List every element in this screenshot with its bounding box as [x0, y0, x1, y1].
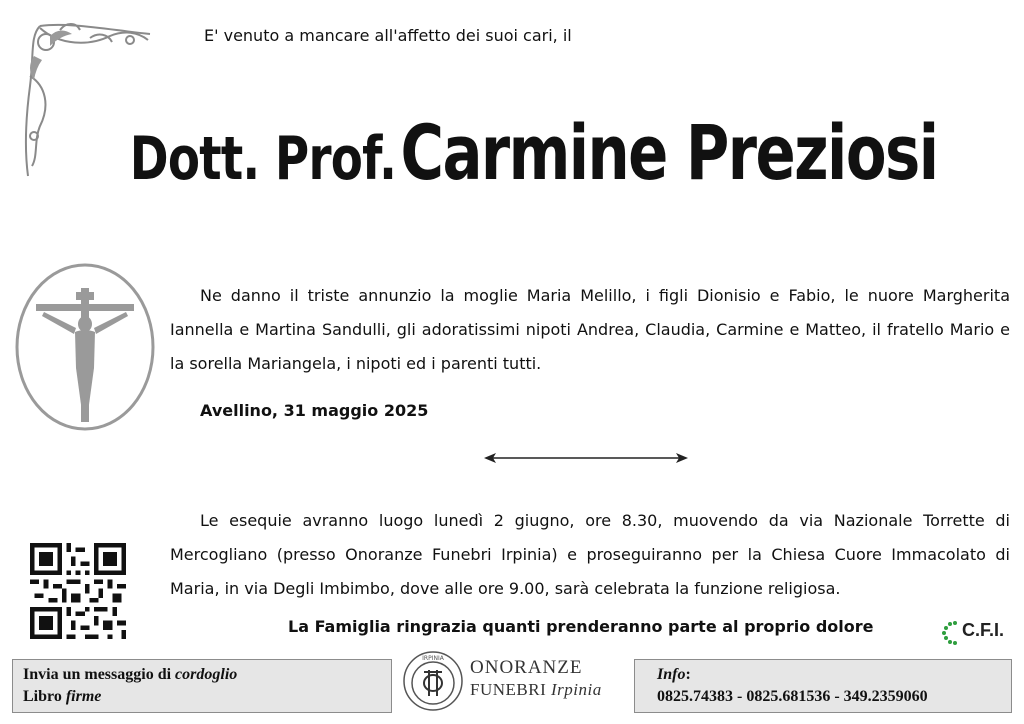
- cfi-logo: [940, 618, 1012, 652]
- info-box: [634, 659, 1012, 713]
- info-phones[interactable]: 0825.74383 - 0825.681536 - 349.2359060: [657, 688, 928, 705]
- double-arrow-divider-icon: [482, 450, 690, 466]
- family-thanks: La Famiglia ringrazia quanti prenderanno parte al proprio dolore: [288, 617, 874, 636]
- condolence-link[interactable]: Invia un messaggio di cordoglio: [23, 666, 238, 683]
- brand-line1: ONORANZE: [470, 657, 583, 678]
- intro-text: E' venuto a mancare all'affetto dei suoi cari, il: [204, 26, 572, 45]
- announcement-paragraph: Ne danno il triste annunzio la moglie Maria Melillo, i figli Dionisio e Fabio, le nuore Margherita Iannella e Martina Sandulli, gli adoratissimi nipoti Andrea, Claudia, Carmine e Matteo, il fratello Mario e la sorella Mariangela, i nipoti ed i parenti tutti.: [170, 286, 1010, 373]
- info-label: Info:: [657, 666, 691, 683]
- brand-line2: FUNEBRI Irpinia: [470, 680, 602, 699]
- deceased-name: [129, 108, 938, 197]
- funeral-home-brand: [470, 657, 602, 701]
- deceased-title: Dott. Prof.: [129, 124, 397, 194]
- cfi-logo-text: C.F.I.: [962, 620, 1005, 640]
- funeral-home-seal-icon: [402, 650, 464, 712]
- guestbook-link[interactable]: Libro firme: [23, 688, 102, 705]
- crucifix-icon: [14, 262, 156, 432]
- place-and-date: Avellino, 31 maggio 2025: [200, 401, 429, 420]
- seal-text: IRPINIA: [422, 655, 444, 662]
- deceased-full-name: Carmine Preziosi: [400, 108, 938, 197]
- qr-code-icon[interactable]: [30, 543, 126, 639]
- funeral-paragraph: Le esequie avranno luogo lunedì 2 giugno, ore 8.30, muovendo da via Nazionale Torrette di Mercogliano (presso Onoranze Funebri Irpinia) e proseguiranno per la Chiesa Cuore Immacolato di Maria, in via Degli Imbimbo, dove alle ore 9.00, sarà celebrata la funzione religiosa.: [170, 511, 1010, 598]
- condolence-box[interactable]: [12, 659, 392, 713]
